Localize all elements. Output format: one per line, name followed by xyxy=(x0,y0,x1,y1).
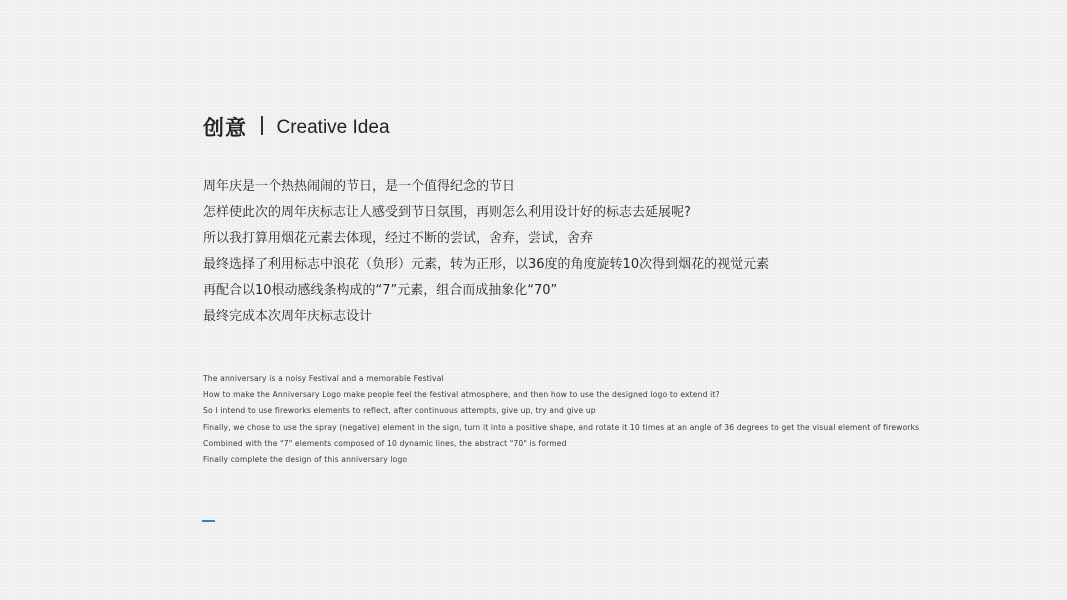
english-line: So I intend to use fireworks elements to reflect, after continuous attempts, give up, try and give up xyxy=(203,406,596,416)
page-title-english: Creative Idea xyxy=(276,117,390,138)
chinese-line: 周年庆是一个热热闹闹的节日，是一个值得纪念的节日 xyxy=(203,179,516,194)
english-line: How to make the Anniversary Logo make people feel the festival atmosphere, and then how to use the designed logo to extend it? xyxy=(203,390,720,400)
page-title-chinese: 创意 xyxy=(203,116,247,140)
page-header xyxy=(203,112,390,142)
chinese-line: 怎样使此次的周年庆标志让人感受到节日氛围，再则怎么利用设计好的标志去延展呢? xyxy=(203,205,691,220)
chinese-line: 所以我打算用烟花元素去体现，经过不断的尝试，舍弃，尝试，舍弃 xyxy=(203,231,594,246)
chinese-line: 最终完成本次周年庆标志设计 xyxy=(203,309,373,324)
english-line: The anniversary is a noisy Festival and a memorable Festival xyxy=(203,374,444,383)
chinese-line: 最终选择了利用标志中浪花（负形）元素，转为正形，以36度的角度旋转10次得到烟花的视觉元素 xyxy=(203,257,770,272)
chinese-paragraph xyxy=(203,174,1023,330)
accent-bar xyxy=(202,520,215,522)
english-line: Combined with the "7" elements composed of 10 dynamic lines, the abstract "70" is formed xyxy=(203,438,567,448)
english-line: Finally complete the design of this anniversary logo xyxy=(203,454,408,464)
english-paragraph xyxy=(203,371,1023,468)
title-divider xyxy=(261,116,263,135)
english-line: Finally, we chose to use the spray (negative) element in the sign, turn it into a positive shape, and rotate it 10 times at an angle of 36 degrees to get the visual element of fireworks xyxy=(203,422,920,432)
chinese-line: 再配合以10根动感线条构成的“7”元素，组合而成抽象化“70” xyxy=(203,283,558,298)
